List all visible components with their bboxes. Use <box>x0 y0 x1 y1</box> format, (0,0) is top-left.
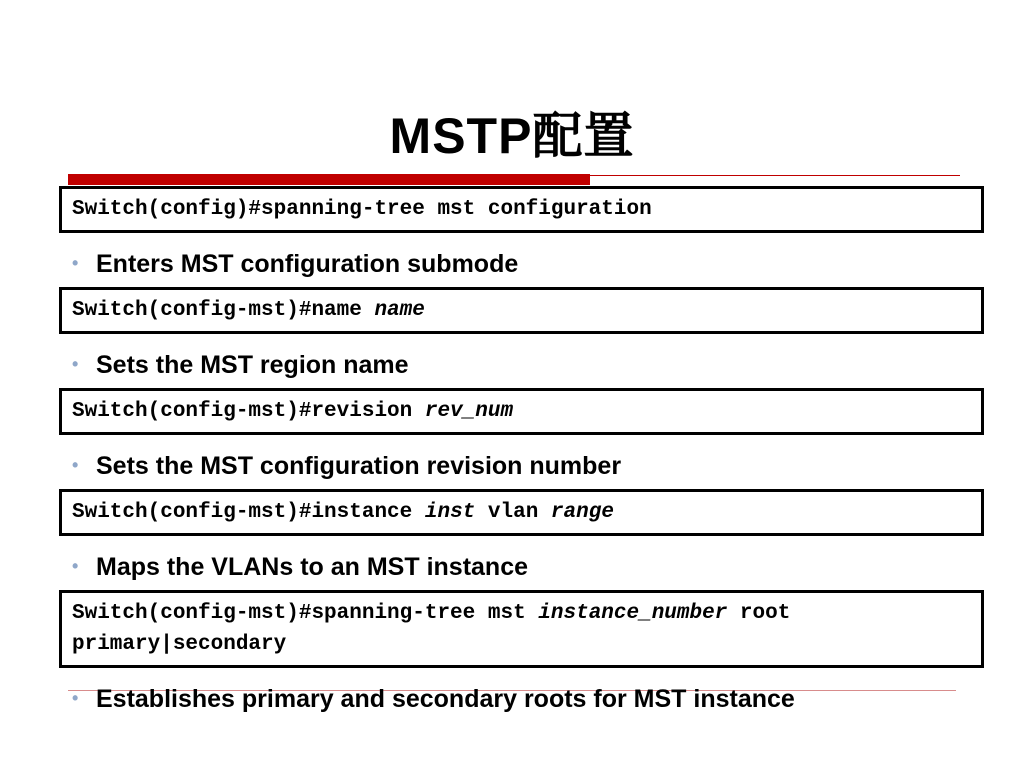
command-text: vlan <box>475 501 551 524</box>
command-box <box>59 388 984 435</box>
command-box <box>59 489 984 536</box>
bullet-item <box>72 683 795 714</box>
command-text: Switch(config-mst)#instance <box>72 501 425 524</box>
command-argument: name <box>374 299 425 322</box>
bullet-item <box>72 450 621 481</box>
command-argument: inst <box>424 501 476 524</box>
bullet-text: Enters MST configuration submode <box>96 250 519 278</box>
bullet-item <box>72 551 528 582</box>
bullet-dot-icon: • <box>72 354 79 374</box>
command-text: Switch(config-mst)#name <box>72 299 375 322</box>
command-text: Switch(config)#spanning-tree mst configuration <box>72 198 652 221</box>
bullet-dot-icon: • <box>72 556 79 576</box>
command-text: root primary|secondary <box>72 602 791 656</box>
command-box <box>59 186 984 233</box>
bullet-text: Maps the VLANs to an MST instance <box>96 553 529 581</box>
bullet-text: Sets the MST configuration revision number <box>96 452 622 480</box>
command-text: Switch(config-mst)#spanning-tree mst <box>72 602 539 625</box>
command-argument: instance_number <box>538 602 728 625</box>
command-text: Switch(config-mst)#revision <box>72 400 425 423</box>
bullet-dot-icon: • <box>72 455 79 475</box>
command-box <box>59 590 984 668</box>
bullet-dot-icon: • <box>72 253 79 273</box>
bullet-item <box>72 349 409 380</box>
bullet-text: Establishes primary and secondary roots for MST instance <box>96 685 795 713</box>
slide-title: MSTP配置 <box>389 108 635 164</box>
command-box <box>59 287 984 334</box>
bullet-item <box>72 248 518 279</box>
bullet-dot-icon: • <box>72 688 79 708</box>
title-underline-thick <box>68 174 590 185</box>
bullet-text: Sets the MST region name <box>96 351 409 379</box>
command-argument: range <box>550 501 614 524</box>
command-argument: rev_num <box>424 400 514 423</box>
